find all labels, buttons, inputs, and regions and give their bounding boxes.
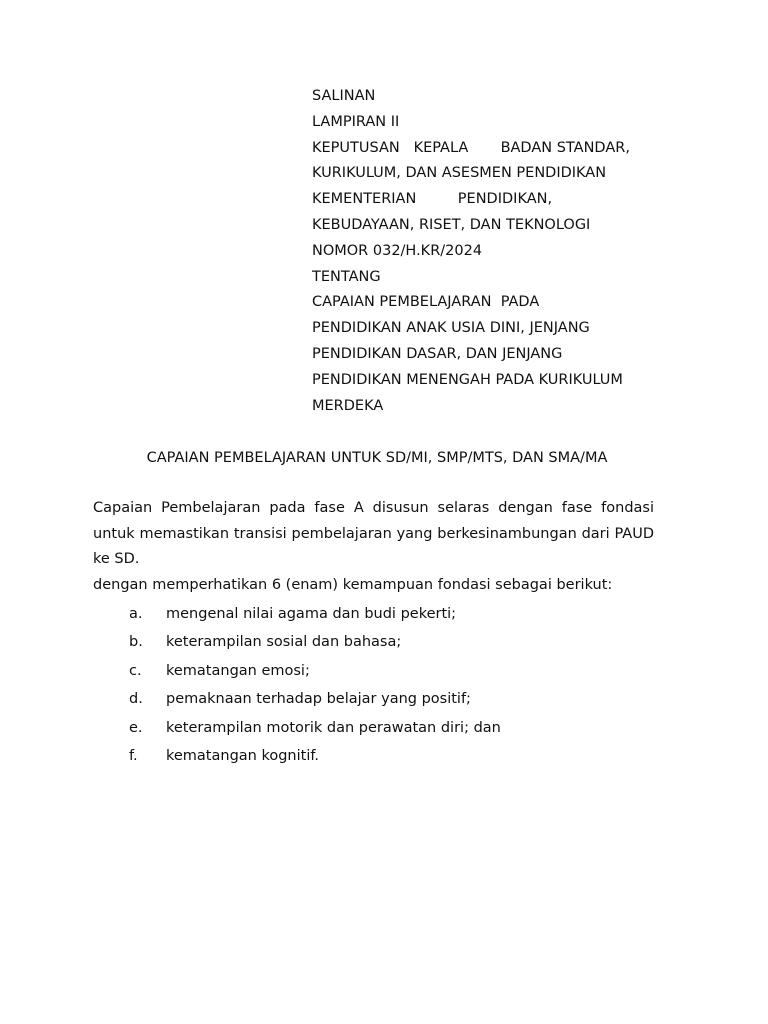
list-text: mengenal nilai agama dan budi pekerti; (166, 606, 457, 622)
list-marker: d. (129, 691, 143, 708)
section-heading: CAPAIAN PEMBELAJARAN UNTUK SD/MI, SMP/MTS, DAN SMA/MA (146, 450, 608, 466)
header-line-lampiran: LAMPIRAN II (312, 113, 400, 130)
header-line-keputusan: KEPUTUSAN KEPALA BADAN STANDAR, (312, 139, 630, 156)
list-marker: f. (129, 747, 138, 764)
list-item (129, 660, 501, 688)
header-line-menengah: PENDIDIKAN MENENGAH PADA KURIKULUM (312, 371, 623, 388)
body-paragraph-fase-a: Capaian Pembelajaran pada fase A disusun selaras dengan fase fondasi untuk memastikan transisi pembelajaran yang berkesinambungan dari PAUD ke SD. (93, 500, 654, 567)
header-line-dasar: PENDIDIKAN DASAR, DAN JENJANG (312, 345, 563, 362)
list-marker: b. (129, 634, 143, 651)
list-text: kematangan emosi; (166, 662, 310, 679)
list-text: keterampilan motorik dan perawatan diri; dan (166, 719, 501, 736)
header-line-nomor: NOMOR 032/H.KR/2024 (312, 242, 483, 259)
header-line-tentang: TENTANG (312, 268, 381, 285)
header-line-capaian: CAPAIAN PEMBELAJARAN PADA (312, 294, 540, 311)
body-paragraph-kemampuan: dengan memperhatikan 6 (enam) kemampuan fondasi sebagai berikut: (93, 577, 613, 593)
header-line-salinan: SALINAN (312, 88, 376, 104)
foundation-abilities-list (129, 603, 501, 773)
list-marker: e. (129, 719, 143, 736)
header-line-kurikulum: KURIKULUM, DAN ASESMEN PENDIDIKAN (312, 165, 607, 182)
list-item (129, 745, 501, 773)
header-line-kebudayaan: KEBUDAYAAN, RISET, DAN TEKNOLOGI (312, 216, 591, 233)
header-line-kementerian: KEMENTERIAN PENDIDIKAN, (312, 191, 553, 208)
list-marker: c. (129, 662, 142, 679)
appendix-header (312, 85, 652, 420)
list-item (129, 603, 501, 631)
list-item (129, 717, 501, 745)
list-item (129, 631, 501, 659)
list-marker: a. (129, 606, 143, 622)
list-text: keterampilan sosial dan bahasa; (166, 634, 402, 651)
header-line-merdeka: MERDEKA (312, 397, 384, 414)
header-line-paud: PENDIDIKAN ANAK USIA DINI, JENJANG (312, 320, 590, 337)
list-text: pemaknaan terhadap belajar yang positif; (166, 691, 471, 708)
list-text: kematangan kognitif. (166, 747, 320, 764)
list-item (129, 688, 501, 716)
